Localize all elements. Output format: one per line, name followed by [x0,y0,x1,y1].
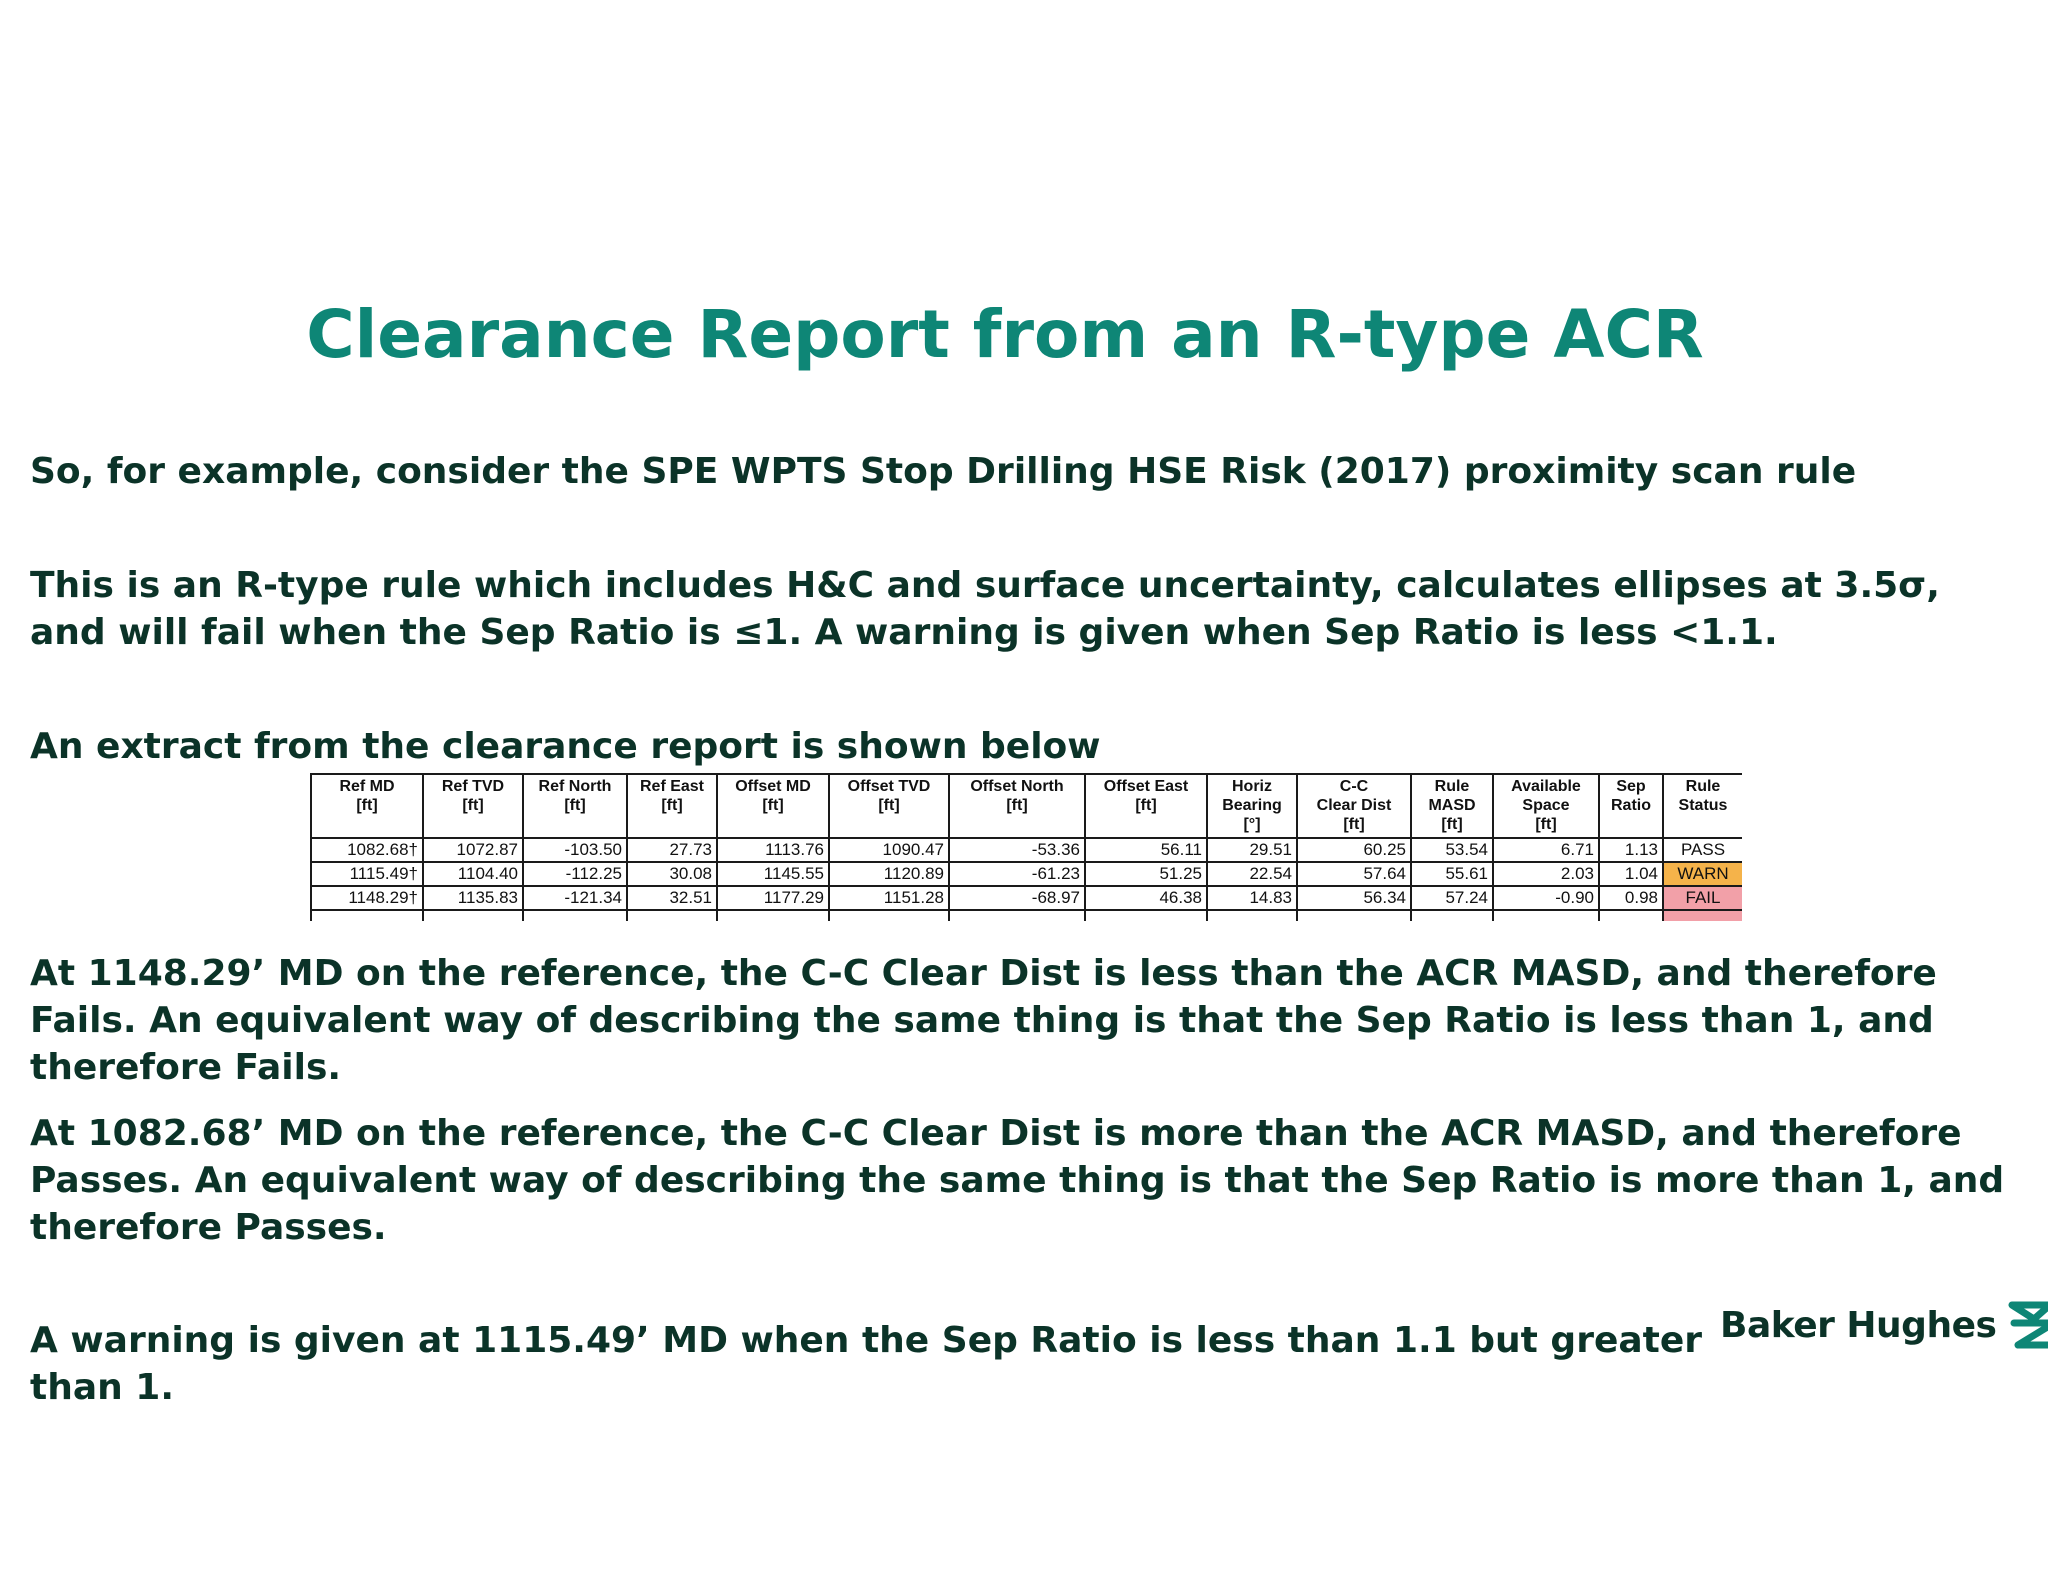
cell: 1148.29† [311,886,423,910]
paragraph-intro: So, for example, consider the SPE WPTS Stop Drilling HSE Risk (2017) proximity scan rule [30,451,1857,492]
cell: -61.23 [949,862,1085,886]
cell: -68.97 [949,886,1085,910]
slide-title: Clearance Report from an R-type ACR [306,296,1704,373]
header-rule-status: Rule Status [1663,774,1742,838]
header-offset-tvd: Offset TVD [ft] [829,774,949,838]
paragraph-extract-intro: An extract from the clearance report is shown below [30,726,1101,767]
cell: 1135.83 [423,886,523,910]
status-badge-pass: PASS [1663,838,1742,862]
cell: 1145.55 [717,862,829,886]
paragraph-pass-explanation: At 1082.68’ MD on the reference, the C-C Clear Dist is more than the ACR MASD, and therefore Passes. An equivalent way of describing the same thing is that the Sep Ratio is more than 1, and therefore Passes. [30,1113,2005,1248]
baker-hughes-chevron-icon [2006,1299,2048,1351]
cell: 22.54 [1207,862,1297,886]
cell: 1104.40 [423,862,523,886]
cell: 30.08 [627,862,717,886]
clearance-report-table-extract [310,773,1742,921]
clearance-report-table [310,773,1742,921]
cell: 56.11 [1085,838,1207,862]
table-header-row [311,774,1742,838]
cell: -103.50 [523,838,627,862]
baker-hughes-logo [1720,1300,2048,1350]
table-row-cropped [311,910,1742,921]
cell: 1.13 [1599,838,1663,862]
cell: 55.61 [1411,862,1493,886]
cell: 1082.68† [311,838,423,862]
header-sep-ratio: Sep Ratio [1599,774,1663,838]
cell: -53.36 [949,838,1085,862]
header-ref-east: Ref East [ft] [627,774,717,838]
cell: 57.64 [1297,862,1411,886]
header-ref-north: Ref North [ft] [523,774,627,838]
table-row [311,862,1742,886]
cell: 57.24 [1411,886,1493,910]
cell: 14.83 [1207,886,1297,910]
cell: 56.34 [1297,886,1411,910]
status-badge-warn: WARN [1663,862,1742,886]
cell: 0.98 [1599,886,1663,910]
cell: 27.73 [627,838,717,862]
cell: 1115.49† [311,862,423,886]
header-cc-clear-dist: C-C Clear Dist [ft] [1297,774,1411,838]
paragraph-fail-explanation: At 1148.29’ MD on the reference, the C-C Clear Dist is less than the ACR MASD, and therefore Fails. An equivalent way of describing the same thing is that the Sep Ratio is less than 1, and therefore Fails. [30,953,1937,1088]
cell: -112.25 [523,862,627,886]
cell: 60.25 [1297,838,1411,862]
cell: 1090.47 [829,838,949,862]
cell: 46.38 [1085,886,1207,910]
header-rule-masd: Rule MASD [ft] [1411,774,1493,838]
header-offset-east: Offset East [ft] [1085,774,1207,838]
header-offset-md: Offset MD [ft] [717,774,829,838]
table-row [311,886,1742,910]
cell: 1151.28 [829,886,949,910]
header-available-space: Available Space [ft] [1493,774,1599,838]
cell: 6.71 [1493,838,1599,862]
cell: 1177.29 [717,886,829,910]
cell: 1072.87 [423,838,523,862]
cell: 1113.76 [717,838,829,862]
header-horiz-bearing: Horiz Bearing [°] [1207,774,1297,838]
cell: 1120.89 [829,862,949,886]
paragraph-warn-explanation: A warning is given at 1115.49’ MD when the Sep Ratio is less than 1.1 but greater than 1. [30,1320,1703,1408]
cell: 32.51 [627,886,717,910]
cell: 29.51 [1207,838,1297,862]
table-row [311,838,1742,862]
logo-wordmark: Baker Hughes [1720,1304,1997,1346]
paragraph-rule-description: This is an R-type rule which includes H&C and surface uncertainty, calculates ellipses at 3.5σ, and will fail when the Sep Ratio is ≤1. A warning is given when Sep Ratio is less <1.1. [30,565,1940,653]
header-offset-north: Offset North [ft] [949,774,1085,838]
cell: 51.25 [1085,862,1207,886]
cell: 1.04 [1599,862,1663,886]
cell: 2.03 [1493,862,1599,886]
header-ref-md: Ref MD [ft] [311,774,423,838]
cell: -0.90 [1493,886,1599,910]
status-badge-fail: FAIL [1663,886,1742,910]
cell: -121.34 [523,886,627,910]
header-ref-tvd: Ref TVD [ft] [423,774,523,838]
cell: 53.54 [1411,838,1493,862]
